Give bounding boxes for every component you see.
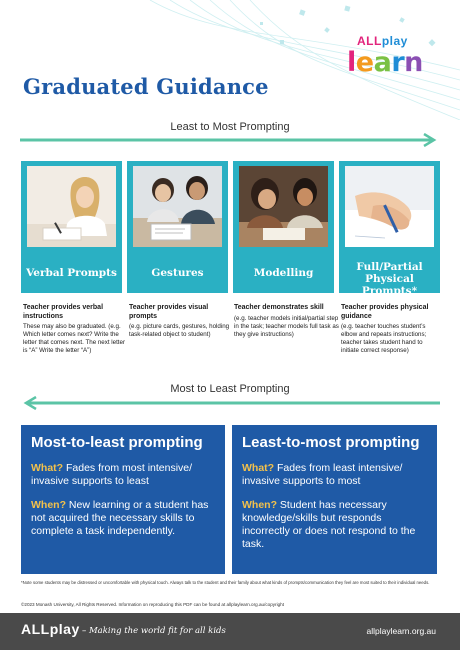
card-modelling: [233, 161, 334, 293]
card-physical-prompts: [339, 161, 440, 297]
description-body: (e.g. teacher models initial/partial step in the task; teacher models full task as they give instructions): [234, 314, 339, 338]
card-label: Full/Partial Physical Prompts*: [356, 261, 423, 297]
box-when: When? Student has necessary knowledge/skills but responds incorrectly or does not respond to the task.: [242, 499, 416, 550]
prompt-cards: [21, 161, 440, 297]
most-to-least-label: Most to Least Prompting: [170, 383, 290, 395]
teacher-pointing-photo: [133, 166, 222, 247]
card-label: Modelling: [253, 267, 314, 279]
box-when: When? New learning or a student has not acquired the necessary skills to complete a task independently.: [31, 499, 209, 537]
least-to-most-label: Least to Most Prompting: [170, 121, 290, 133]
footer-url-link[interactable]: allplaylearn.org.au: [366, 626, 436, 636]
left-arrow-icon: [18, 396, 442, 410]
footnote: *Note some students may be distressed or uncomfortable with physical touch. Always talk to the student and their family about what kinds of prompts/communication they feel are most suited to their individual needs.: [21, 580, 430, 585]
most-to-least-box: [21, 425, 225, 574]
box-title: Most-to-least prompting: [31, 434, 203, 451]
hand-over-hand-photo: [345, 166, 434, 247]
box-what: What? Fades from least intensive/ invasive supports to most: [242, 462, 403, 487]
description-body: (e.g. picture cards, gestures, holding task-related object to student): [129, 323, 230, 338]
modelling-description: [234, 304, 339, 339]
description-heading: Teacher provides physical guidance: [341, 304, 429, 320]
card-verbal-prompts: [21, 161, 122, 293]
description-heading: Teacher provides verbal instructions: [23, 304, 104, 320]
footer-brand: ALLplay: [21, 621, 80, 637]
card-label: Gestures: [151, 267, 204, 279]
copyright-notice: ©2023 Monash University, All Rights Reserved. Information on reproducing this PDF can be found at allplaylearn.org.au/copyright: [21, 602, 284, 607]
verbal-description: [23, 304, 128, 355]
description-heading: Teacher demonstrates skill: [234, 304, 324, 311]
footer-bar: [0, 613, 460, 650]
box-what: What? Fades from most intensive/ invasive supports to least: [31, 462, 193, 487]
students-writing-photo: [239, 166, 328, 247]
page-title: Graduated Guidance: [23, 74, 269, 99]
description-heading: Teacher provides visual prompts: [129, 304, 209, 320]
logo-allplay-text: ALLplay: [357, 34, 408, 48]
box-title: Least-to-most prompting: [242, 434, 420, 451]
description-body: (e.g. teacher touches student’s elbow and repeats instructions; teacher takes student hand to initiate correct response): [341, 323, 427, 354]
right-arrow-icon: [18, 133, 442, 147]
logo-learn-text: learn: [347, 47, 423, 78]
card-gestures: [127, 161, 228, 293]
gestures-description: [129, 304, 234, 339]
physical-description: [341, 304, 441, 355]
allplay-learn-logo: [347, 34, 431, 88]
girl-writing-photo: [27, 166, 116, 247]
description-body: These may also be graduated. (e.g. Which letter comes next? Write the letter that comes next. The next letter is “A” Write the letter “A”): [23, 323, 126, 354]
least-to-most-box: [232, 425, 437, 574]
footer-tagline: – Making the world fit for all kids: [82, 626, 226, 636]
card-label: Verbal Prompts: [26, 267, 117, 279]
